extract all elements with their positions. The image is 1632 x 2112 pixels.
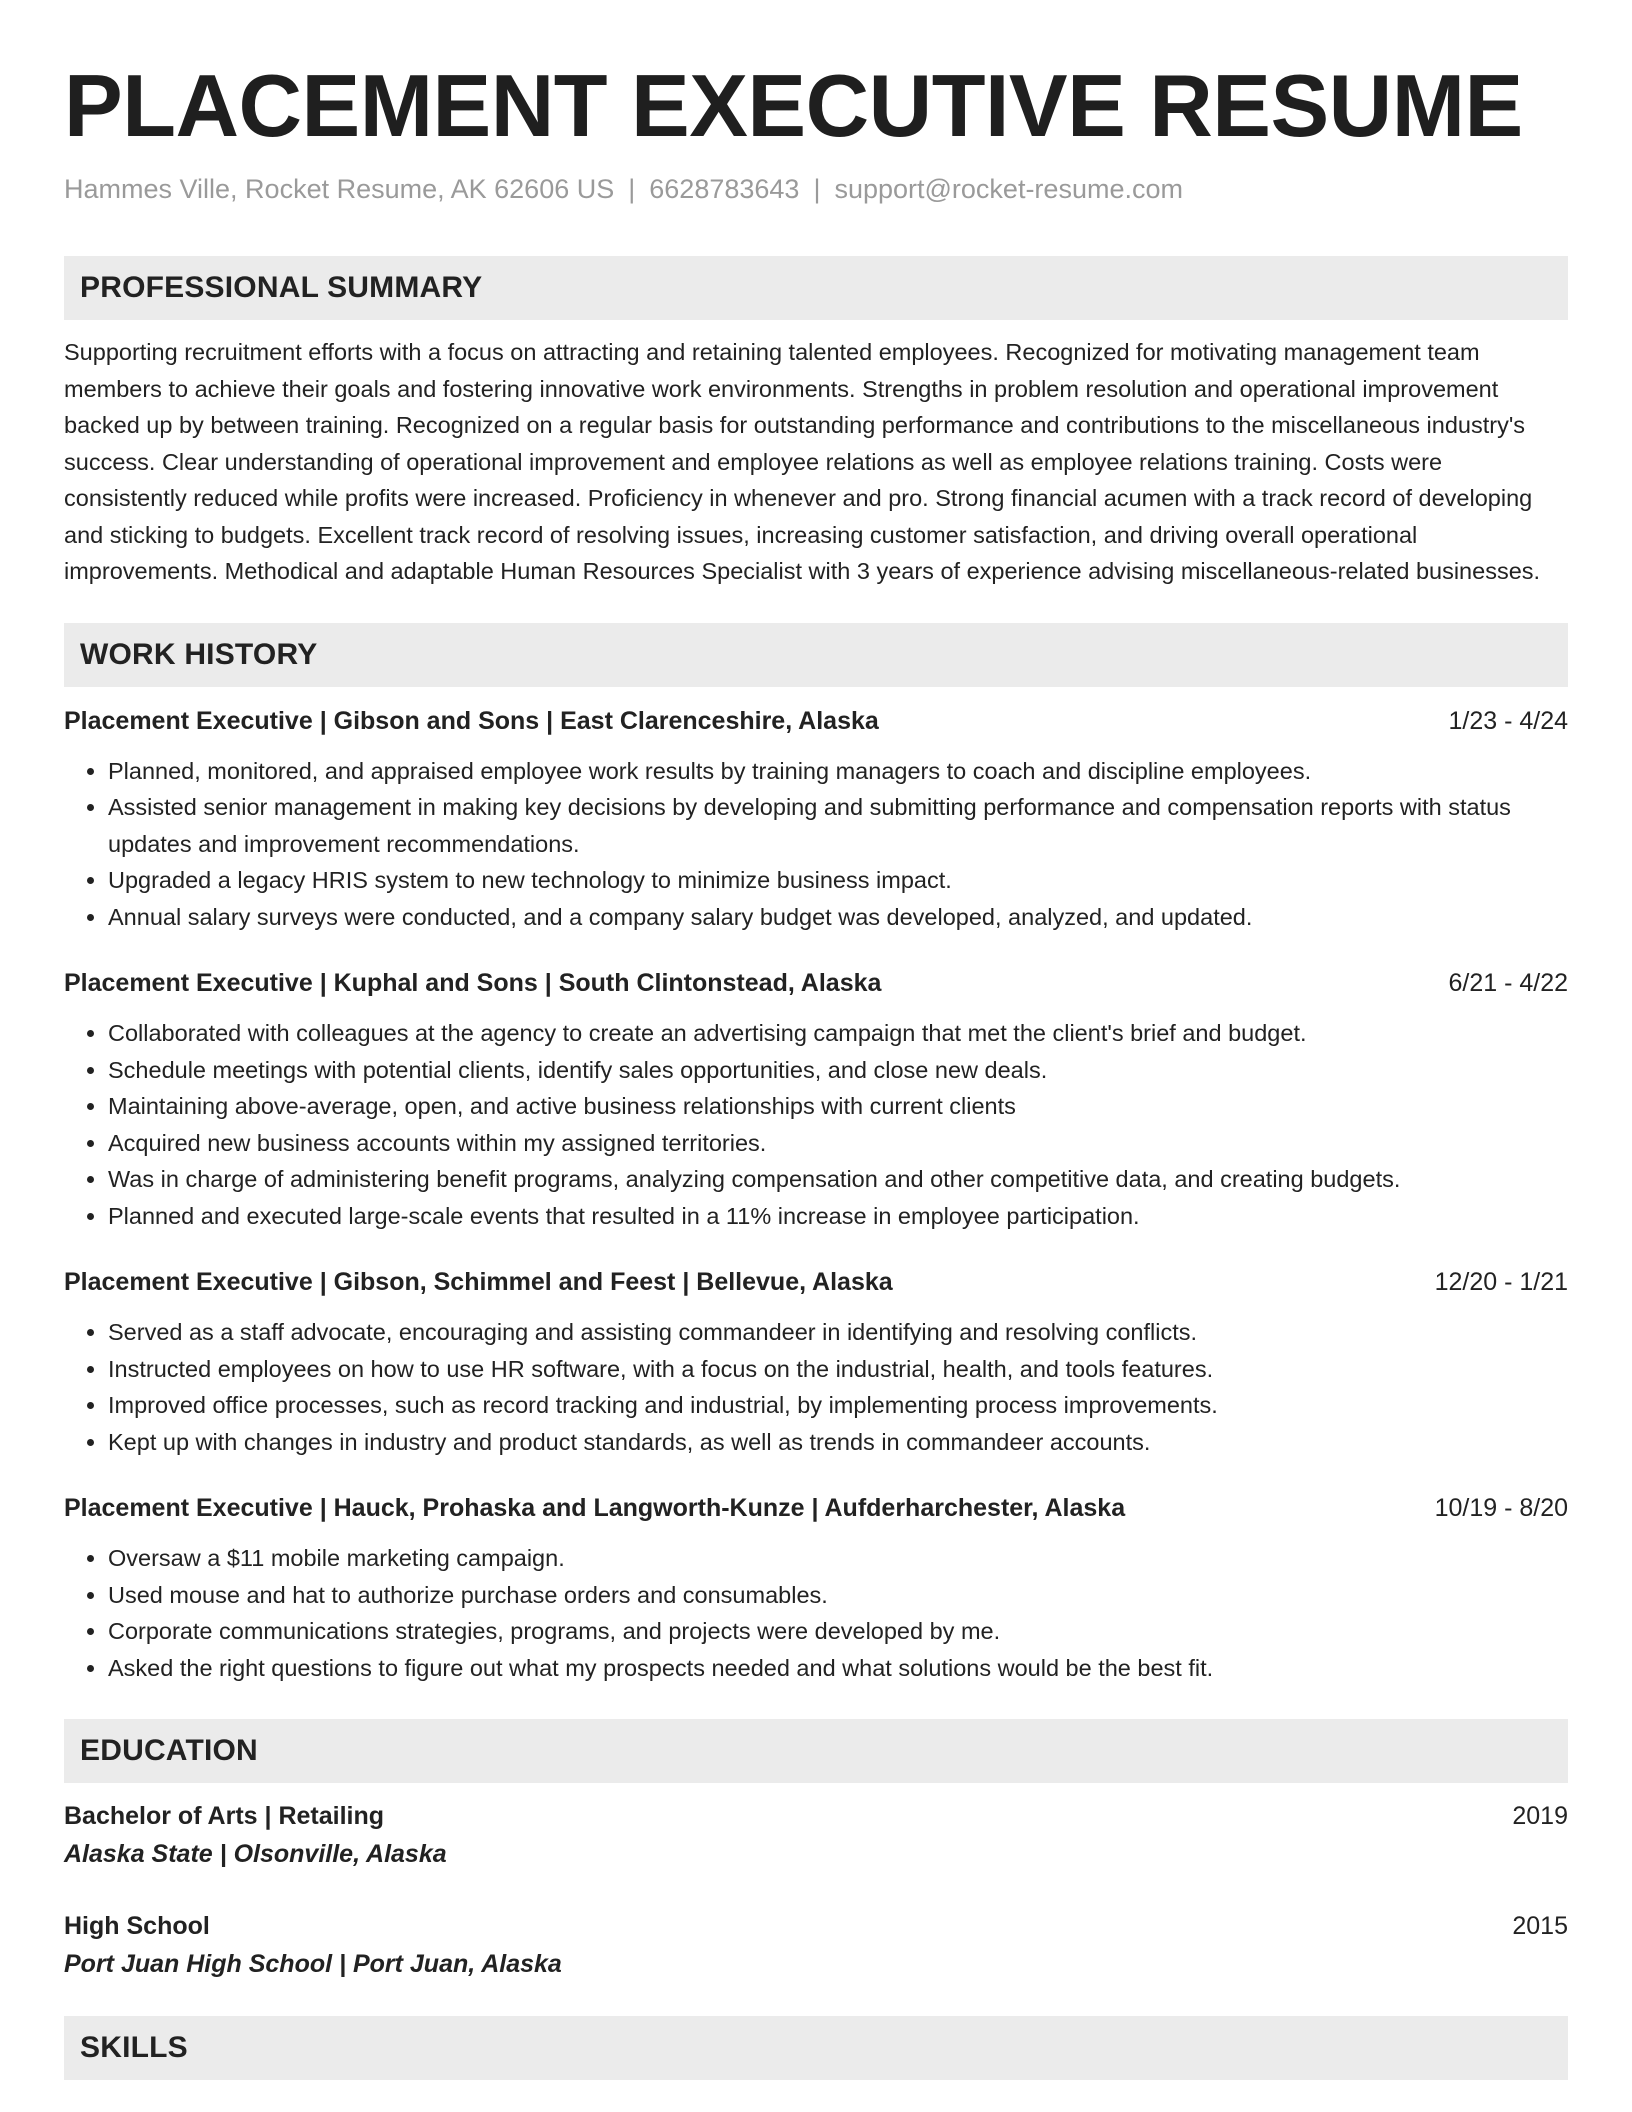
education-entry — [64, 1907, 1568, 1983]
education-school: Port Juan High School | Port Juan, Alaska — [64, 1950, 562, 1978]
education-heading: EDUCATION — [64, 1719, 1568, 1783]
contact-email: support@rocket-resume.com — [834, 174, 1183, 204]
job-title: Placement Executive | Kuphal and Sons | South Clintonstead, Alaska — [64, 969, 882, 997]
job-bullet: • Oversaw a $11 mobile marketing campaign. — [108, 1540, 1568, 1577]
job-bullet: • Planned, monitored, and appraised employee work results by training managers to coach and discipline employees. — [108, 753, 1568, 790]
job-bullet: • Assisted senior management in making key decisions by developing and submitting performance and compensation reports with status updates and improvement recommendations. — [108, 789, 1568, 862]
job-bullets — [64, 1540, 1568, 1686]
job-bullet: • Kept up with changes in industry and product standards, as well as trends in commandeer accounts. — [108, 1424, 1568, 1461]
contact-separator: | — [628, 174, 636, 204]
job-dates: 6/21 - 4/22 — [1448, 969, 1568, 997]
education-header — [64, 1797, 1568, 1835]
contact-address: Hammes Ville, Rocket Resume, AK 62606 US — [64, 174, 615, 204]
job-dates: 12/20 - 1/21 — [1434, 1268, 1568, 1296]
summary-text: Supporting recruitment efforts with a focus on attracting and retaining talented employees. Recognized for motivating management team members to achieve their goals and fostering innovative work environments. Strengths in problem resolution and operational improvement backed up by between training. Recognized on a regular basis for outstanding performance and contributions to the miscellaneous industry's success. Clear understanding of operational improvement and employee relations as well as employee relations training. Costs were consistently reduced while profits were increased. Proficiency in whenever and pro. Strong financial acumen with a track record of developing and sticking to budgets. Excellent track record of resolving issues, increasing customer satisfaction, and driving overall operational improvements. Methodical and adaptable Human Resources Specialist with 3 years of experience advising miscellaneous-related businesses. — [64, 339, 1541, 584]
education-header — [64, 1907, 1568, 1945]
job-bullets — [64, 1015, 1568, 1234]
job-bullet: • Planned and executed large-scale events that resulted in a 11% increase in employee participation. — [108, 1198, 1568, 1235]
job-bullet: • Collaborated with colleagues at the agency to create an advertising campaign that met the client's brief and budget. — [108, 1015, 1568, 1052]
education-year: 2015 — [1512, 1912, 1568, 1940]
contact-line — [64, 172, 1568, 206]
contact-separator: | — [813, 174, 821, 204]
education-degree: High School — [64, 1912, 210, 1940]
education-degree: Bachelor of Arts | Retailing — [64, 1802, 385, 1830]
resume-page — [64, 0, 1568, 2080]
job-bullet: • Upgraded a legacy HRIS system to new technology to minimize business impact. — [108, 862, 1568, 899]
job-dates: 10/19 - 8/20 — [1434, 1494, 1568, 1522]
job-header — [64, 965, 1568, 1001]
job-bullet: • Improved office processes, such as record tracking and industrial, by implementing process improvements. — [108, 1387, 1568, 1424]
contact-phone: 6628783643 — [649, 174, 800, 204]
job-bullet: • Corporate communications strategies, programs, and projects were developed by me. — [108, 1613, 1568, 1650]
job-bullet: • Served as a staff advocate, encouraging and assisting commandeer in identifying and resolving conflicts. — [108, 1314, 1568, 1351]
job-bullet: • Annual salary surveys were conducted, and a company salary budget was developed, analyzed, and updated. — [108, 899, 1568, 936]
education-list — [64, 1797, 1568, 1983]
job-title: Placement Executive | Hauck, Prohaska and Langworth-Kunze | Aufderharchester, Alaska — [64, 1494, 1126, 1522]
job-header — [64, 1490, 1568, 1526]
job-bullets — [64, 1314, 1568, 1460]
job-bullet: • Instructed employees on how to use HR software, with a focus on the industrial, health, and tools features. — [108, 1351, 1568, 1388]
education-year: 2019 — [1512, 1802, 1568, 1830]
job-bullet: • Used mouse and hat to authorize purchase orders and consumables. — [108, 1577, 1568, 1614]
resume-title: PLACEMENT EXECUTIVE RESUME — [64, 56, 1523, 155]
job-entry — [64, 703, 1568, 936]
job-bullet: • Maintaining above-average, open, and active business relationships with current clients — [108, 1088, 1568, 1125]
education-entry — [64, 1797, 1568, 1873]
job-bullet: • Asked the right questions to figure out what my prospects needed and what solutions would be the best fit. — [108, 1650, 1568, 1687]
education-school: Alaska State | Olsonville, Alaska — [64, 1840, 447, 1868]
job-bullet: • Acquired new business accounts within my assigned territories. — [108, 1125, 1568, 1162]
job-title: Placement Executive | Gibson, Schimmel and Feest | Bellevue, Alaska — [64, 1268, 893, 1296]
job-header — [64, 703, 1568, 739]
work-history-heading: WORK HISTORY — [64, 623, 1568, 687]
job-bullet: • Schedule meetings with potential clients, identify sales opportunities, and close new deals. — [108, 1052, 1568, 1089]
skills-heading: SKILLS — [64, 2016, 1568, 2080]
job-entry — [64, 1264, 1568, 1460]
job-bullets — [64, 753, 1568, 936]
job-entry — [64, 965, 1568, 1234]
work-history-list — [64, 703, 1568, 1687]
job-title: Placement Executive | Gibson and Sons | East Clarenceshire, Alaska — [64, 706, 879, 735]
job-dates: 1/23 - 4/24 — [1448, 706, 1568, 735]
job-bullet: • Was in charge of administering benefit programs, analyzing compensation and other competitive data, and creating budgets. — [108, 1161, 1568, 1198]
job-header — [64, 1264, 1568, 1300]
summary-heading: PROFESSIONAL SUMMARY — [64, 256, 1568, 320]
job-entry — [64, 1490, 1568, 1686]
